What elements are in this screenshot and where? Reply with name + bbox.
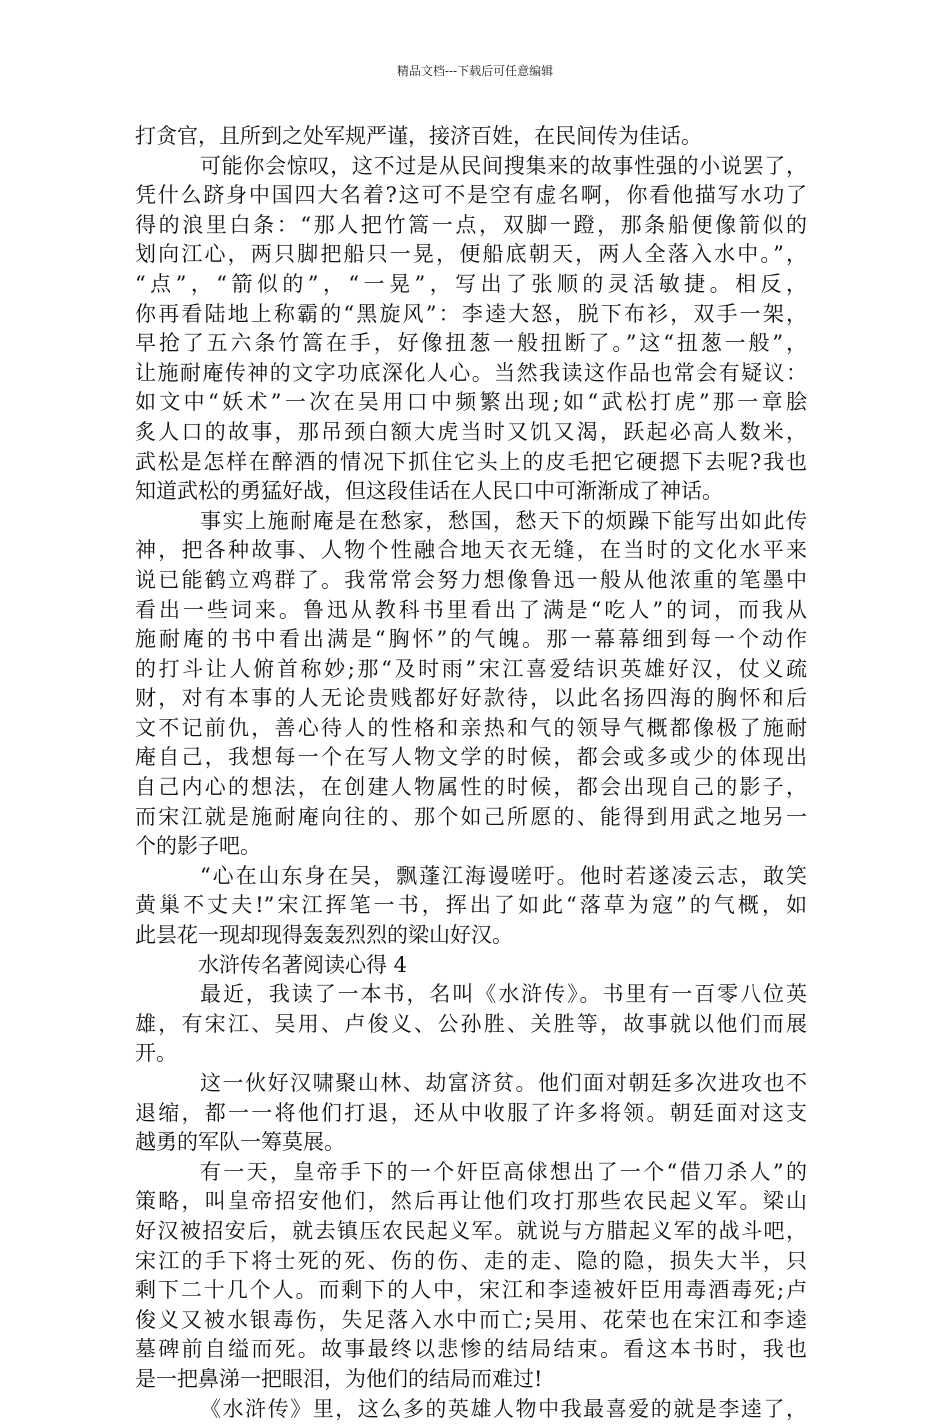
text-line: 越勇的军队一筹莫展。 bbox=[135, 1130, 345, 1155]
text-line: 说已能鹤立鸡群了。我常常会努力想像鲁迅一般从他浓重的笔墨中 bbox=[135, 567, 807, 592]
text-line: 开。 bbox=[135, 1041, 177, 1066]
text-line: 有一天，皇帝手下的一个奸臣高俅想出了一个“借刀杀人”的 bbox=[200, 1159, 807, 1184]
text-line: 退缩，都一一将他们打退，还从中收服了许多将领。朝廷面对这支 bbox=[135, 1100, 807, 1125]
document-body bbox=[135, 122, 807, 1424]
text-line: 最近，我读了一本书，名叫《水浒传》。书里有一百零八位英 bbox=[200, 982, 807, 1007]
text-line: 你再看陆地上称霸的“黑旋风”：李逵大怒，脱下布衫，双手一架， bbox=[135, 301, 807, 326]
text-line: 凭什么跻身中国四大名着?这可不是空有虚名啊，你看他描写水功了 bbox=[135, 183, 807, 208]
text-line: 好汉被招安后，就去镇压农民起义军。就说与方腊起义军的战斗吧， bbox=[135, 1218, 807, 1243]
text-line: 施耐庵的书中看出满是“胸怀”的气魄。那一幕幕细到每一个动作 bbox=[135, 627, 807, 652]
text-line: 可能你会惊叹，这不过是从民间搜集来的故事性强的小说罢了， bbox=[200, 153, 807, 178]
text-line: 俊义又被水银毒伤，失足落入水中而亡;吴用、花荣也在宋江和李逵 bbox=[135, 1307, 807, 1332]
text-line: 如文中“妖术”一次在吴用口中频繁出现;如“武松打虎”那一章脍 bbox=[135, 390, 807, 415]
text-line: 财，对有本事的人无论贵贱都好好款待，以此名扬四海的胸怀和后 bbox=[135, 686, 807, 711]
text-line: 早抢了五六条竹篙在手，好像扭葱一般扭断了。”这“扭葱一般”， bbox=[135, 331, 807, 356]
text-line: 此昙花一现却现得轰轰烈烈的梁山好汉。 bbox=[135, 923, 513, 948]
text-line: 宋江的手下将士死的死、伤的伤、走的走、隐的隐，损失大半，只 bbox=[135, 1248, 807, 1273]
text-line: 知道武松的勇猛好战，但这段佳话在人民口中可渐渐成了神话。 bbox=[135, 479, 723, 504]
text-line: 让施耐庵传神的文字功底深化人心。当然我读这作品也常会有疑议： bbox=[135, 360, 807, 385]
text-line: 墓碑前自缢而死。故事最终以悲惨的结局结束。看这本书时，我也 bbox=[135, 1337, 807, 1362]
text-line: 文不记前仇，善心待人的性格和亲热和气的领导气概都像极了施耐 bbox=[135, 715, 807, 740]
text-line: 得的浪里白条：“那人把竹篙一点，双脚一蹬，那条船便像箭似的 bbox=[135, 212, 807, 237]
text-line: 自己内心的想法，在创建人物属性的时候，都会出现自己的影子， bbox=[135, 775, 807, 800]
text-line: 炙人口的故事，那吊颈白额大虎当时又饥又渴，跃起必高人数米， bbox=[135, 419, 807, 444]
text-line: 而宋江就是施耐庵向往的、那个如己所愿的、能得到用武之地另一 bbox=[135, 804, 807, 829]
text-line: 打贪官，且所到之处军规严谨，接济百姓，在民间传为佳话。 bbox=[135, 124, 702, 148]
text-line: 这一伙好汉啸聚山林、劫富济贫。他们面对朝廷多次进攻也不 bbox=[200, 1071, 807, 1095]
text-line: 事实上施耐庵是在愁家，愁国，愁天下的烦躁下能写出如此传 bbox=[200, 508, 807, 533]
text-line: 是一把鼻涕一把眼泪，为他们的结局而难过! bbox=[135, 1366, 543, 1391]
text-line: 《水浒传》里，这么多的英雄人物中我最喜爱的就是李逵了， bbox=[200, 1396, 807, 1421]
text-line: 神，把各种故事、人物个性融合地天衣无缝，在当时的文化水平来 bbox=[135, 538, 807, 563]
text-line: 的打斗让人俯首称妙;那“及时雨”宋江喜爱结识英雄好汉，仗义疏 bbox=[135, 656, 807, 681]
text-line: 策略，叫皇帝招安他们，然后再让他们攻打那些农民起义军。梁山 bbox=[135, 1189, 807, 1214]
section-heading: 水浒传名著阅读心得 4 bbox=[198, 952, 408, 977]
text-line: “点”，“箭似的”，“一晃”，写出了张顺的灵活敏捷。相反， bbox=[135, 271, 807, 296]
text-line: 武松是怎样在醉酒的情况下抓住它头上的皮毛把它硬摁下去呢?我也 bbox=[135, 449, 807, 474]
text-line: “心在山东身在吴，飘蓬江海谩嗟吁。他时若遂凌云志，敢笑 bbox=[200, 863, 807, 888]
text-line: 庵自己，我想每一个在写人物文学的时候，都会或多或少的体现出 bbox=[135, 745, 807, 770]
text-line: 黄巢不丈夫!”宋江挥笔一书，挥出了如此“落草为寇”的气概，如 bbox=[135, 893, 807, 918]
text-line: 雄，有宋江、吴用、卢俊义、公孙胜、关胜等，故事就以他们而展 bbox=[135, 1011, 807, 1036]
text-line: 看出一些词来。鲁迅从教科书里看出了满是“吃人”的词，而我从 bbox=[135, 597, 807, 622]
text-line: 个的影子吧。 bbox=[135, 834, 261, 859]
text-line: 划向江心，两只脚把船只一晃，便船底朝天，两人全落入水中。”， bbox=[135, 242, 807, 267]
page-header: 精品文档---下载后可任意编辑 bbox=[396, 64, 554, 78]
text-line: 剩下二十几个人。而剩下的人中，宋江和李逵被奸臣用毒酒毒死;卢 bbox=[135, 1278, 807, 1303]
